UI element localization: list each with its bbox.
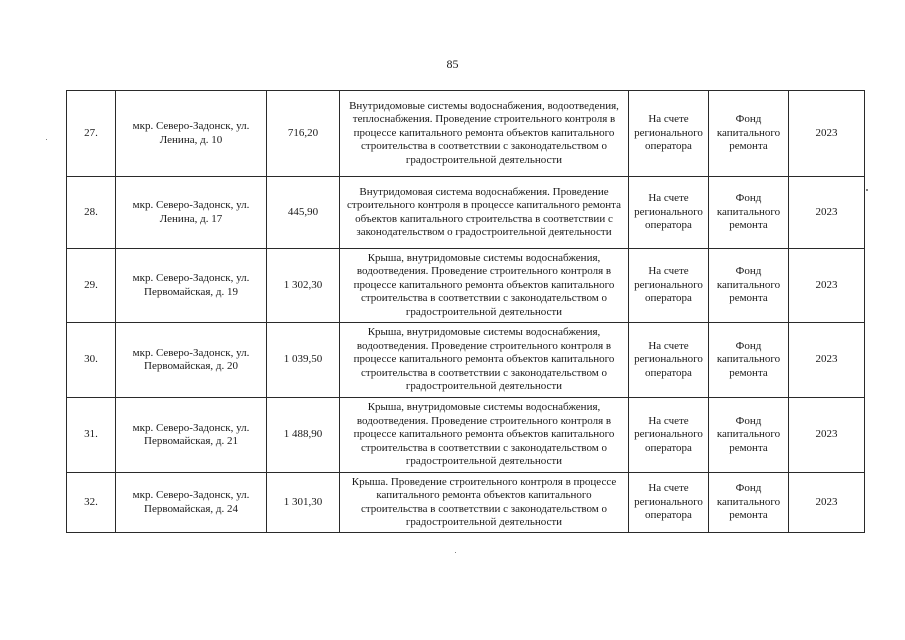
table-row [67, 249, 865, 323]
address-cell: мкр. Северо-Задонск, ул. Первомайская, д. 20 [116, 323, 267, 398]
scan-speck [46, 139, 47, 140]
page-number: 85 [446, 57, 459, 71]
operator-cell: На счете регионального оператора [629, 398, 709, 473]
row-number: 27. [67, 91, 116, 177]
address-cell: мкр. Северо-Задонск, ул. Первомайская, д. 19 [116, 249, 267, 323]
work-description-cell: Крыша, внутридомовые системы водоснабжения, водоотведения. Проведение строительного контроля в процессе капитального ремонта объектов капитального строительства в соответствии с законодательством о градостроительной деятельности [340, 398, 629, 473]
address-cell: мкр. Северо-Задонск, ул. Ленина, д. 10 [116, 91, 267, 177]
table-row [67, 473, 865, 533]
row-number: 29. [67, 249, 116, 323]
operator-cell: На счете регионального оператора [629, 323, 709, 398]
fund-cell: Фонд капитального ремонта [709, 177, 789, 249]
work-description-cell: Внутридомовые системы водоснабжения, водоотведения, теплоснабжения. Проведение строительного контроля в процессе капитального ремонта объектов капитального строительства в соответствии с законодательством о градостроительной деятельности [340, 91, 629, 177]
scan-speck [455, 552, 456, 553]
operator-cell: На счете регионального оператора [629, 177, 709, 249]
address-cell: мкр. Северо-Задонск, ул. Ленина, д. 17 [116, 177, 267, 249]
table-row [67, 177, 865, 249]
area-cell: 1 301,30 [267, 473, 340, 533]
year-cell: 2023 [789, 473, 865, 533]
area-cell: 716,20 [267, 91, 340, 177]
work-description-cell: Внутридомовая система водоснабжения. Проведение строительного контроля в процессе капитального ремонта объектов капитального строительства в соответствии с законодательством о градостроительной деятельности [340, 177, 629, 249]
area-cell: 1 488,90 [267, 398, 340, 473]
year-cell: 2023 [789, 249, 865, 323]
operator-cell: На счете регионального оператора [629, 473, 709, 533]
row-number: 31. [67, 398, 116, 473]
year-cell: 2023 [789, 177, 865, 249]
year-cell: 2023 [789, 398, 865, 473]
year-cell: 2023 [789, 323, 865, 398]
address-cell: мкр. Северо-Задонск, ул. Первомайская, д. 21 [116, 398, 267, 473]
row-number: 28. [67, 177, 116, 249]
table-row [67, 91, 865, 177]
table-row [67, 398, 865, 473]
operator-cell: На счете регионального оператора [629, 249, 709, 323]
operator-cell: На счете регионального оператора [629, 91, 709, 177]
scan-speck [866, 189, 868, 191]
area-cell: 445,90 [267, 177, 340, 249]
fund-cell: Фонд капитального ремонта [709, 398, 789, 473]
area-cell: 1 302,30 [267, 249, 340, 323]
work-description-cell: Крыша, внутридомовые системы водоснабжения, водоотведения. Проведение строительного контроля в процессе капитального ремонта объектов капитального строительства в соответствии с законодательством о градостроительной деятельности [340, 249, 629, 323]
fund-cell: Фонд капитального ремонта [709, 91, 789, 177]
address-cell: мкр. Северо-Задонск, ул. Первомайская, д. 24 [116, 473, 267, 533]
fund-cell: Фонд капитального ремонта [709, 323, 789, 398]
work-description-cell: Крыша, внутридомовые системы водоснабжения, водоотведения. Проведение строительного контроля в процессе капитального ремонта объектов капитального строительства в соответствии с законодательством о градостроительной деятельности [340, 323, 629, 398]
row-number: 32. [67, 473, 116, 533]
fund-cell: Фонд капитального ремонта [709, 473, 789, 533]
table-row [67, 323, 865, 398]
fund-cell: Фонд капитального ремонта [709, 249, 789, 323]
work-description-cell: Крыша. Проведение строительного контроля в процессе капитального ремонта объектов капитального строительства в соответствии с законодательством о градостроительной деятельности [340, 473, 629, 533]
area-cell: 1 039,50 [267, 323, 340, 398]
year-cell: 2023 [789, 91, 865, 177]
row-number: 30. [67, 323, 116, 398]
repair-schedule-table [66, 90, 865, 533]
